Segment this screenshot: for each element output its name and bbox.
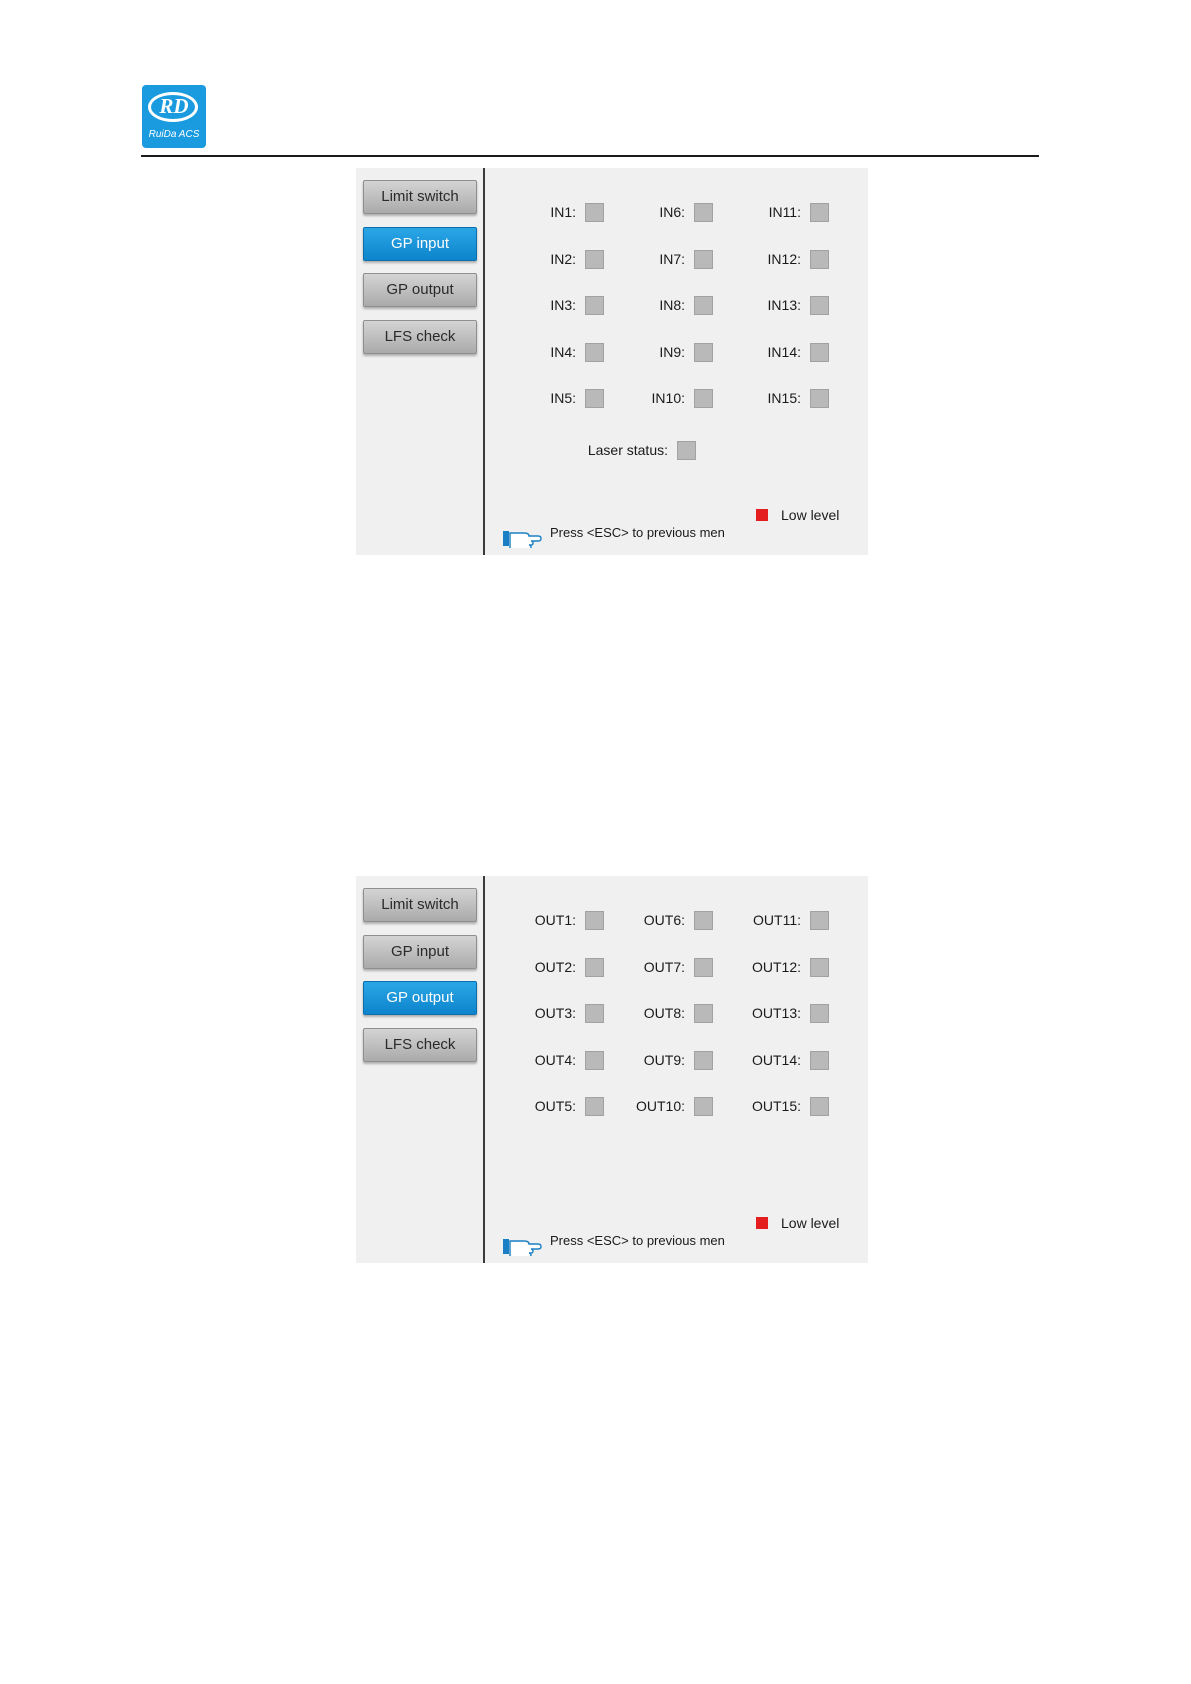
status-box <box>585 389 604 408</box>
logo-subtitle: RuiDa ACS <box>148 129 200 140</box>
io-indicator <box>729 1003 839 1023</box>
status-box <box>810 203 829 222</box>
io-indicator <box>504 1050 614 1070</box>
status-box <box>810 250 829 269</box>
panel-divider <box>483 876 485 1263</box>
io-label: IN13: <box>767 297 801 313</box>
legend-label: Low level <box>781 1215 840 1231</box>
io-indicator <box>613 249 723 269</box>
io-indicator <box>504 249 614 269</box>
io-label: OUT6: <box>643 912 685 928</box>
panel-divider <box>483 168 485 555</box>
status-box <box>810 958 829 977</box>
io-indicator <box>729 957 839 977</box>
io-indicator <box>504 1003 614 1023</box>
io-label: IN6: <box>659 204 685 220</box>
status-box <box>585 343 604 362</box>
io-indicator <box>613 910 723 930</box>
esc-hint-text: Press <ESC> to previous men <box>550 525 725 540</box>
status-box <box>810 1004 829 1023</box>
status-box <box>810 296 829 315</box>
gp-input-screen <box>356 168 868 555</box>
status-box <box>585 203 604 222</box>
status-box <box>585 911 604 930</box>
io-indicator <box>504 388 614 408</box>
io-indicator <box>729 910 839 930</box>
io-indicator <box>729 1050 839 1070</box>
io-indicator <box>613 342 723 362</box>
esc-hint-text: Press <ESC> to previous men <box>550 1233 725 1248</box>
status-box <box>677 441 696 460</box>
io-indicator <box>504 910 614 930</box>
io-indicator <box>504 202 614 222</box>
io-indicator <box>613 202 723 222</box>
status-box <box>585 1097 604 1116</box>
logo-letters: RD <box>159 94 189 118</box>
io-label: OUT2: <box>534 959 576 975</box>
io-label: IN15: <box>767 390 801 406</box>
io-label: OUT9: <box>643 1052 685 1068</box>
io-indicator <box>613 1096 723 1116</box>
status-box <box>585 1004 604 1023</box>
tab-lfs-check[interactable]: LFS check <box>363 320 477 354</box>
low-level-swatch <box>756 509 768 521</box>
status-box <box>810 911 829 930</box>
io-indicator <box>504 1096 614 1116</box>
io-indicator <box>729 249 839 269</box>
io-indicator <box>613 388 723 408</box>
io-label: IN12: <box>767 251 801 267</box>
tab-gp-input[interactable]: GP input <box>363 227 477 261</box>
ruida-logo <box>142 85 206 148</box>
io-label: OUT1: <box>534 912 576 928</box>
io-label: OUT5: <box>534 1098 576 1114</box>
status-box <box>694 1004 713 1023</box>
io-indicator <box>729 202 839 222</box>
io-indicator <box>613 1050 723 1070</box>
io-label: OUT7: <box>643 959 685 975</box>
tab-gp-input[interactable]: GP input <box>363 935 477 969</box>
io-label: IN4: <box>550 344 576 360</box>
io-indicator <box>504 295 614 315</box>
io-indicator <box>729 295 839 315</box>
status-box <box>694 1051 713 1070</box>
status-box <box>810 1097 829 1116</box>
status-box <box>810 389 829 408</box>
io-label: OUT12: <box>751 959 801 975</box>
io-label: OUT4: <box>534 1052 576 1068</box>
io-label: IN8: <box>659 297 685 313</box>
low-level-swatch <box>756 1217 768 1229</box>
gp-output-screen <box>356 876 868 1263</box>
legend-label: Low level <box>781 507 840 523</box>
io-label: IN7: <box>659 251 685 267</box>
io-label: IN1: <box>550 204 576 220</box>
status-box <box>694 203 713 222</box>
tab-lfs-check[interactable]: LFS check <box>363 1028 477 1062</box>
io-indicator <box>729 1096 839 1116</box>
pointing-hand-icon <box>502 524 542 548</box>
status-box <box>585 958 604 977</box>
status-box <box>694 343 713 362</box>
io-label: IN9: <box>659 344 685 360</box>
esc-hint <box>502 522 762 548</box>
io-label: OUT15: <box>751 1098 801 1114</box>
status-box <box>810 343 829 362</box>
io-indicator <box>613 1003 723 1023</box>
io-label: IN2: <box>550 251 576 267</box>
status-box <box>585 250 604 269</box>
status-box <box>810 1051 829 1070</box>
io-label: OUT13: <box>751 1005 801 1021</box>
io-label: IN5: <box>550 390 576 406</box>
status-box <box>694 1097 713 1116</box>
io-indicator <box>729 388 839 408</box>
io-label: IN11: <box>768 204 801 220</box>
io-label: OUT10: <box>635 1098 685 1114</box>
tab-gp-output[interactable]: GP output <box>363 981 477 1015</box>
io-label: IN14: <box>767 344 801 360</box>
status-box <box>585 1051 604 1070</box>
status-box <box>694 250 713 269</box>
io-label: IN3: <box>550 297 576 313</box>
esc-hint <box>502 1230 762 1256</box>
pointing-hand-icon <box>502 1232 542 1256</box>
io-label: OUT3: <box>534 1005 576 1021</box>
io-label: OUT11: <box>753 912 801 928</box>
tab-limit-switch[interactable]: Limit switch <box>363 180 477 214</box>
io-indicator <box>729 342 839 362</box>
io-indicator <box>613 957 723 977</box>
header-rule <box>141 155 1039 157</box>
io-indicator <box>504 957 614 977</box>
laser-status-label: Laser status: <box>587 442 668 458</box>
status-box <box>694 911 713 930</box>
io-indicator <box>504 342 614 362</box>
io-indicator <box>613 295 723 315</box>
io-label: OUT8: <box>643 1005 685 1021</box>
laser-status <box>486 440 706 460</box>
status-box <box>694 296 713 315</box>
io-label: OUT14: <box>751 1052 801 1068</box>
tab-limit-switch[interactable]: Limit switch <box>363 888 477 922</box>
tab-gp-output[interactable]: GP output <box>363 273 477 307</box>
io-label: IN10: <box>651 390 685 406</box>
status-box <box>585 296 604 315</box>
status-box <box>694 389 713 408</box>
status-box <box>694 958 713 977</box>
